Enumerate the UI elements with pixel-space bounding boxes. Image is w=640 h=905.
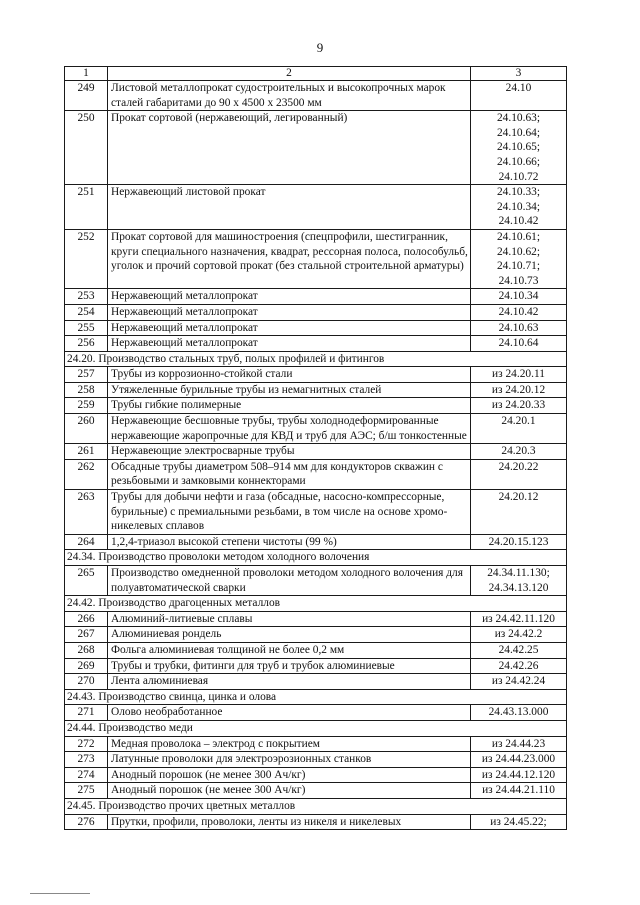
row-number: 249 xyxy=(65,81,108,111)
column-header-description: 2 xyxy=(108,67,471,81)
table-row xyxy=(65,81,567,111)
section-heading: 24.34. Производство проволоки методом холодного волочения xyxy=(65,550,567,566)
okpd-code: 24.10.65; xyxy=(496,141,541,154)
row-description: Нержавеющий металлопрокат xyxy=(108,289,471,305)
table-header-row xyxy=(65,67,567,81)
okpd-code: из 24.42.24 xyxy=(491,675,546,688)
row-codes xyxy=(471,398,567,414)
row-number: 252 xyxy=(65,229,108,288)
row-description: Нержавеющий металлопрокат xyxy=(108,320,471,336)
okpd-code: 24.10.66; xyxy=(496,155,541,168)
row-number: 274 xyxy=(65,767,108,783)
row-description: Анодный порошок (не менее 300 Ач/кг) xyxy=(108,767,471,783)
row-number: 269 xyxy=(65,658,108,674)
okpd-code: 24.10.33; xyxy=(496,186,541,199)
table-row xyxy=(65,534,567,550)
row-number: 254 xyxy=(65,304,108,320)
okpd-code: 24.20.12 xyxy=(498,491,539,504)
table-row xyxy=(65,814,567,830)
row-number: 272 xyxy=(65,736,108,752)
okpd-code: 24.10.61; xyxy=(496,230,541,243)
okpd-code: из 24.44.21.110 xyxy=(482,784,555,797)
table-row xyxy=(65,642,567,658)
row-description: Лента алюминиевая xyxy=(108,674,471,690)
row-number: 253 xyxy=(65,289,108,305)
okpd-code: 24.10.62; xyxy=(496,245,541,258)
table-row xyxy=(65,611,567,627)
row-codes xyxy=(471,534,567,550)
row-description: Трубы из коррозионно-стойкой стали xyxy=(108,367,471,383)
row-number: 250 xyxy=(65,111,108,185)
section-row xyxy=(65,596,567,612)
table-row xyxy=(65,783,567,799)
row-codes xyxy=(471,229,567,288)
row-number: 251 xyxy=(65,185,108,230)
row-description: Алюминиевая рондель xyxy=(108,627,471,643)
table-row xyxy=(65,705,567,721)
row-codes xyxy=(471,752,567,768)
row-description: Листовой металлопрокат судостроительных и высокопрочных марок сталей габаритами до 90 x 4500 x 23500 мм xyxy=(108,81,471,111)
row-number: 255 xyxy=(65,320,108,336)
okpd-code: 24.43.13.000 xyxy=(488,706,549,719)
row-number: 264 xyxy=(65,534,108,550)
table-row xyxy=(65,674,567,690)
row-number: 258 xyxy=(65,382,108,398)
okpd-code: 24.10.63; xyxy=(496,112,541,125)
row-number: 273 xyxy=(65,752,108,768)
okpd-code: 24.20.3 xyxy=(501,445,536,458)
section-row xyxy=(65,798,567,814)
table-row xyxy=(65,336,567,352)
row-number: 262 xyxy=(65,459,108,489)
okpd-code: 24.10.64 xyxy=(498,337,539,350)
row-codes xyxy=(471,627,567,643)
row-codes xyxy=(471,642,567,658)
row-codes xyxy=(471,490,567,535)
okpd-code: 24.10.42 xyxy=(498,305,539,318)
okpd-code: 24.10.34; xyxy=(496,200,541,213)
table-row xyxy=(65,767,567,783)
section-heading: 24.43. Производство свинца, цинка и олова xyxy=(65,689,567,705)
products-table xyxy=(64,66,567,830)
table-row xyxy=(65,229,567,288)
okpd-code: 24.42.26 xyxy=(498,659,539,672)
row-codes xyxy=(471,111,567,185)
row-codes xyxy=(471,320,567,336)
section-heading: 24.42. Производство драгоценных металлов xyxy=(65,596,567,612)
row-description: Прокат сортовой для машиностроения (спецпрофили, шестигранник, круги специального назначения, квадрат, рессорная полоса, полособульб, уголок и прочий сортовой прокат (без стальной строительной арматуры) xyxy=(108,229,471,288)
row-codes xyxy=(471,814,567,830)
table-body xyxy=(65,81,567,830)
row-description: Нержавеющий листовой прокат xyxy=(108,185,471,230)
row-description: Утяжеленные бурильные трубы из немагнитных сталей xyxy=(108,382,471,398)
okpd-code: 24.10.63 xyxy=(498,321,539,334)
footer-rule xyxy=(30,893,90,894)
section-row xyxy=(65,550,567,566)
row-description: Латунные проволоки для электроэрозионных станков xyxy=(108,752,471,768)
row-description: 1,2,4-триазол высокой степени чистоты (99 %) xyxy=(108,534,471,550)
table-row xyxy=(65,658,567,674)
row-codes xyxy=(471,566,567,596)
okpd-code: 24.10.34 xyxy=(498,290,539,303)
row-number: 270 xyxy=(65,674,108,690)
section-heading: 24.20. Производство стальных труб, полых профилей и фитингов xyxy=(65,351,567,367)
okpd-code: из 24.20.12 xyxy=(491,383,546,396)
row-codes xyxy=(471,674,567,690)
row-description: Анодный порошок (не менее 300 Ач/кг) xyxy=(108,783,471,799)
row-description: Нержавеющие электросварные трубы xyxy=(108,444,471,460)
table-row xyxy=(65,111,567,185)
okpd-code: из 24.42.2 xyxy=(494,628,543,641)
row-codes xyxy=(471,304,567,320)
row-description: Производство омедненной проволоки методом холодного волочения для полуавтоматической сварки xyxy=(108,566,471,596)
okpd-code: из 24.45.22; xyxy=(490,815,547,828)
section-row xyxy=(65,689,567,705)
section-row xyxy=(65,351,567,367)
row-description: Обсадные трубы диаметром 508–914 мм для кондукторов скважин с резьбовыми и замковыми коннекторами xyxy=(108,459,471,489)
okpd-code: из 24.44.23 xyxy=(491,737,546,750)
row-description: Медная проволока – электрод с покрытием xyxy=(108,736,471,752)
okpd-code: 24.10.71; xyxy=(496,260,541,273)
okpd-code: 24.20.15.123 xyxy=(488,535,549,548)
row-number: 266 xyxy=(65,611,108,627)
column-header-code: 3 xyxy=(471,67,567,81)
okpd-code: 24.10 xyxy=(505,82,532,94)
row-description: Трубы и трубки, фитинги для труб и трубок алюминиевые xyxy=(108,658,471,674)
okpd-code: 24.10.42 xyxy=(498,215,539,228)
table-row xyxy=(65,398,567,414)
row-description: Нержавеющий металлопрокат xyxy=(108,336,471,352)
row-number: 261 xyxy=(65,444,108,460)
table-row xyxy=(65,566,567,596)
okpd-code: 24.42.25 xyxy=(498,643,539,656)
section-row xyxy=(65,720,567,736)
row-description: Нержавеющий металлопрокат xyxy=(108,304,471,320)
okpd-code: 24.10.72 xyxy=(498,170,539,183)
row-codes xyxy=(471,382,567,398)
okpd-code: из 24.42.11.120 xyxy=(482,612,555,625)
row-codes xyxy=(471,81,567,111)
row-description: Алюминий-литиевые сплавы xyxy=(108,611,471,627)
row-number: 276 xyxy=(65,814,108,830)
table-row xyxy=(65,627,567,643)
table-row xyxy=(65,752,567,768)
table-row xyxy=(65,414,567,444)
table-row xyxy=(65,736,567,752)
row-codes xyxy=(471,658,567,674)
okpd-code: 24.10.73 xyxy=(498,274,539,287)
okpd-code: из 24.44.12.120 xyxy=(481,768,556,781)
row-number: 259 xyxy=(65,398,108,414)
okpd-code: из 24.20.33 xyxy=(491,399,546,412)
row-codes xyxy=(471,767,567,783)
row-codes xyxy=(471,459,567,489)
row-description: Нержавеющие бесшовные трубы, трубы холоднодеформированные нержавеющие жаропрочные для КВД и труб для АЭС; б/ш тонкостенные xyxy=(108,414,471,444)
table-row xyxy=(65,459,567,489)
row-codes xyxy=(471,736,567,752)
row-codes xyxy=(471,414,567,444)
row-number: 271 xyxy=(65,705,108,721)
row-number: 263 xyxy=(65,490,108,535)
row-number: 260 xyxy=(65,414,108,444)
row-description: Фольга алюминиевая толщиной не более 0,2 мм xyxy=(108,642,471,658)
table-row xyxy=(65,490,567,535)
okpd-code: из 24.20.11 xyxy=(492,368,545,381)
okpd-code: 24.10.64; xyxy=(496,126,541,139)
column-header-number: 1 xyxy=(65,67,108,81)
row-description: Прутки, профили, проволоки, ленты из никеля и никелевых xyxy=(108,814,471,830)
row-number: 257 xyxy=(65,367,108,383)
page-number: 9 xyxy=(316,40,324,55)
table-row xyxy=(65,185,567,230)
okpd-code: 24.20.1 xyxy=(501,415,536,428)
okpd-code: 24.34.13.120 xyxy=(488,581,549,594)
row-codes xyxy=(471,611,567,627)
row-codes xyxy=(471,705,567,721)
row-number: 267 xyxy=(65,627,108,643)
row-codes xyxy=(471,367,567,383)
okpd-code: 24.20.22 xyxy=(498,460,539,473)
row-codes xyxy=(471,783,567,799)
row-number: 256 xyxy=(65,336,108,352)
row-codes xyxy=(471,185,567,230)
row-description: Прокат сортовой (нержавеющий, легированный) xyxy=(108,111,471,185)
row-number: 275 xyxy=(65,783,108,799)
row-description: Трубы гибкие полимерные xyxy=(108,398,471,414)
row-codes xyxy=(471,289,567,305)
row-description: Олово необработанное xyxy=(108,705,471,721)
row-description: Трубы для добычи нефти и газа (обсадные, насосно-компрессорные, бурильные) с премиальными резьбами, в том числе на основе хромо-никелевых сплавов xyxy=(108,490,471,535)
row-codes xyxy=(471,336,567,352)
table-row xyxy=(65,382,567,398)
table-row xyxy=(65,367,567,383)
table-row xyxy=(65,289,567,305)
row-number: 265 xyxy=(65,566,108,596)
table-row xyxy=(65,320,567,336)
row-codes xyxy=(471,444,567,460)
okpd-code: из 24.44.23.000 xyxy=(481,753,556,766)
okpd-code: 24.34.11.130; xyxy=(487,567,550,579)
row-number: 268 xyxy=(65,642,108,658)
table-row xyxy=(65,444,567,460)
section-heading: 24.44. Производство меди xyxy=(65,720,567,736)
section-heading: 24.45. Производство прочих цветных металлов xyxy=(65,798,567,814)
table-row xyxy=(65,304,567,320)
